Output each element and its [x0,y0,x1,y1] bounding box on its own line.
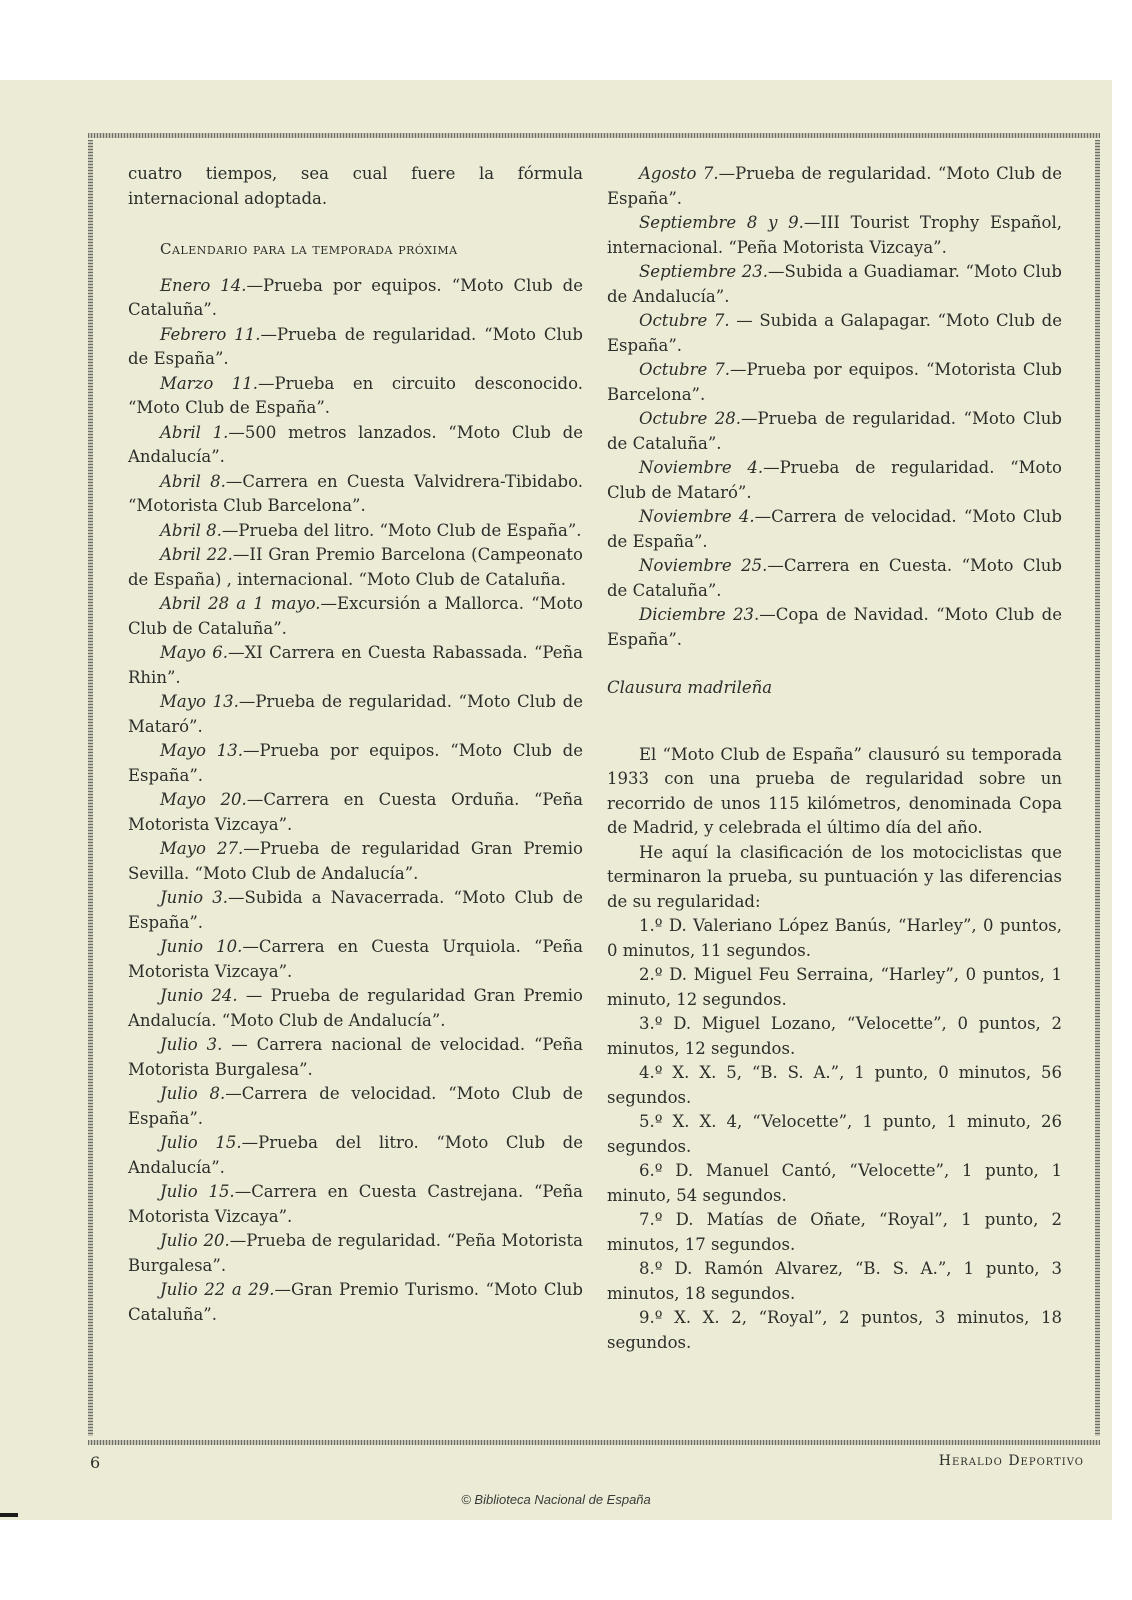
top-rule [88,133,1100,138]
entry-text: —II Gran Premio Barcelona (Campeonato de España) , internacional. “Moto Club de Cataluña. [128,545,583,589]
entry-text: —Prueba de regularidad. “Moto Club de España”. [607,164,1062,208]
calendar-entry [607,358,1062,407]
entry-date: Marzo 11. [160,373,259,393]
entry-date: Junio 3. [160,888,228,907]
calendar-entry [607,162,1062,211]
entry-date: Septiembre 8 y 9. [639,213,804,232]
entry-text: —Prueba de regularidad Gran Premio Sevilla. “Moto Club de Andalucía”. [128,839,583,883]
entry-text: —Excursión a Mallorca. “Moto Club de Cataluña”. [128,594,583,638]
bottom-rule [88,1440,1100,1445]
entry-date: Agosto 7. [639,164,719,183]
entry-date: Junio 10. [160,937,243,956]
entry-date: Julio 15. [160,1133,242,1152]
entry-text: —Prueba de regularidad. “Moto Club de Mataró”. [607,458,1062,502]
entry-date: Abril 8. [160,471,226,491]
right-rule [1095,140,1100,1436]
scan-mark [0,1513,18,1517]
entry-text: —Prueba en circuito desconocido. “Moto Club de España”. [128,373,583,417]
calendar-entry [607,309,1062,358]
result-row: 8.º D. Ramón Alvarez, “B. S. A.”, 1 punto, 3 minutos, 18 segundos. [607,1259,1062,1303]
entry-date: Abril 22. [160,545,233,564]
calendar-entry [128,935,583,984]
entry-date: Mayo 27. [160,839,244,858]
entry-date: Enero 14. [160,275,247,295]
entry-date: Julio 22 a 29. [160,1280,275,1299]
calendar-entry [607,407,1062,456]
calendar-entry [128,837,583,886]
entry-date: Octubre 28. [639,409,742,428]
entry-date: Noviembre 25. [639,556,768,575]
calendar-entry [607,505,1062,554]
entry-text: —III Tourist Trophy Español, internacional. “Peña Motorista Vizcaya”. [607,213,1062,257]
result-row: 3.º D. Miguel Lozano, “Velocette”, 0 puntos, 2 minutos, 12 segundos. [607,1014,1062,1058]
left-rule [88,140,93,1436]
calendar-entry [128,519,583,544]
calendar-entry [128,1082,583,1131]
calendar-entry [128,641,583,690]
entry-date: Octubre 7. [639,360,730,379]
entry-text: — Subida a Galapagar. “Moto Club de España”. [607,311,1062,355]
entry-date: Septiembre 23. [639,262,769,281]
entry-text: —Prueba de regularidad. “Peña Motorista Burgalesa”. [128,1231,583,1275]
entry-text: —Copa de Navidad. “Moto Club de España”. [607,605,1062,649]
result-row: 9.º X. X. 2, “Royal”, 2 puntos, 3 minutos, 18 segundos. [607,1308,1062,1352]
left-column [128,162,583,1327]
calendar-entry [128,274,583,323]
entry-text: —500 metros lanzados. “Moto Club de Andalucía”. [128,422,583,466]
calendar-entry [607,260,1062,309]
entry-text: —Carrera en Cuesta Valvidrera-Tibidabo. “Motorista Club Barcelona”. [128,471,583,515]
entry-text: —Prueba por equipos. “Motorista Club Barcelona”. [607,360,1062,404]
calendar-entry [128,470,583,519]
calendar-entry [128,788,583,837]
entry-date: Mayo 20. [160,790,247,809]
entry-date: Diciembre 23. [639,605,760,624]
entry-text: — Prueba de regularidad Gran Premio Andalucía. “Moto Club de Andalucía”. [128,986,583,1030]
calendar-entry [128,1131,583,1180]
entry-date: Abril 1. [160,422,229,442]
result-row: 4.º X. X. 5, “B. S. A.”, 1 punto, 0 minutos, 56 segundos. [607,1063,1062,1107]
result-row: 6.º D. Manuel Cantó, “Velocette”, 1 punto, 1 minuto, 54 segundos. [607,1161,1062,1205]
calendar-entry [607,554,1062,603]
calendar-entry [128,323,583,372]
entry-date: Febrero 11. [160,324,261,344]
result-row: 7.º D. Matías de Oñate, “Royal”, 1 punto, 2 minutos, 17 segundos. [607,1210,1062,1254]
entry-date: Mayo 13. [160,741,243,760]
entry-text: — Carrera nacional de velocidad. “Peña Motorista Burgalesa”. [128,1035,583,1079]
entry-date: Julio 20. [160,1231,230,1250]
calendar-entry [607,211,1062,260]
entry-text: —Prueba del litro. “Moto Club de España”. [221,520,582,540]
entry-date: Abril 8. [160,520,222,540]
result-row: 2.º D. Miguel Feu Serraina, “Harley”, 0 puntos, 1 minuto, 12 segundos. [607,965,1062,1009]
entry-text: —Prueba por equipos. “Moto Club de Cataluña”. [128,275,583,319]
calendar-entry [128,1229,583,1278]
entry-text: —Subida a Navacerrada. “Moto Club de España”. [128,888,583,932]
entry-date: Mayo 6. [160,643,229,662]
page-number: 6 [90,1453,101,1472]
entry-text: —Gran Premio Turismo. “Moto Club Cataluña”. [128,1280,583,1324]
calendar-entry [128,372,583,421]
entry-date: Noviembre 4. [639,458,764,477]
classification-intro: He aquí la clasificación de los motociclistas que terminaron la prueba, su puntuación y las diferencias de su regularidad: [607,842,1062,911]
entry-text: —Carrera en Cuesta Urquiola. “Peña Motorista Vizcaya”. [128,937,583,981]
calendar-entry [128,1033,583,1082]
entry-date: Octubre 7. [639,311,730,330]
entry-text: —Carrera en Cuesta. “Moto Club de Cataluña”. [607,556,1062,600]
calendar-entry [128,592,583,641]
entry-text: —Prueba del litro. “Moto Club de Andalucía”. [128,1133,583,1177]
entry-date: Julio 15. [160,1182,235,1201]
entry-text: —XI Carrera en Cuesta Rabassada. “Peña Rhin”. [128,643,583,687]
calendar-entry [128,739,583,788]
entry-text: —Carrera de velocidad. “Moto Club de España”. [607,507,1062,551]
closing-paragraph: El “Moto Club de España” clausuró su temporada 1933 con una prueba de regularidad sobre un recorrido de unos 115 kilómetros, denominada Copa de Madrid, y celebrada el último día del año. [607,744,1062,837]
calendar-entry [128,421,583,470]
calendar-entry [607,456,1062,505]
calendar-list-right [607,162,1062,652]
section-subheading: Clausura madrileña [607,678,773,697]
result-row: 1.º D. Valeriano López Banús, “Harley”, 0 puntos, 0 minutos, 11 segundos. [607,916,1062,960]
calendar-entry [128,1180,583,1229]
calendar-entry [128,984,583,1033]
entry-text: —Carrera de velocidad. “Moto Club de España”. [128,1084,584,1128]
entry-text: —Carrera en Cuesta Castrejana. “Peña Motorista Vizcaya”. [128,1182,583,1226]
right-column [607,162,1062,1355]
entry-date: Junio 24. [160,986,238,1005]
calendar-list-left [128,274,583,1328]
calendar-entry [128,690,583,739]
continuation-text: cuatro tiempos, sea cual fuere la fórmula internacional adoptada. [128,164,583,208]
results-list [607,914,1062,1355]
calendar-entry [128,1278,583,1327]
entry-date: Julio 3. [160,1035,223,1054]
entry-text: —Prueba de regularidad. “Moto Club de España”. [128,324,583,368]
result-row: 5.º X. X. 4, “Velocette”, 1 punto, 1 minuto, 26 segundos. [607,1112,1062,1156]
magazine-title: Heraldo Deportivo [938,1453,1084,1469]
entry-date: Noviembre 4. [639,507,755,526]
calendar-entry [128,543,583,592]
calendar-entry [128,886,583,935]
entry-text: —Carrera en Cuesta Orduña. “Peña Motorista Vizcaya”. [128,790,583,834]
entry-date: Abril 28 a 1 mayo. [160,594,321,613]
entry-text: —Prueba por equipos. “Moto Club de España”. [128,741,583,785]
calendar-heading: Calendario para la temporada próxima [160,240,458,258]
entry-text: —Prueba de regularidad. “Moto Club de Mataró”. [128,692,583,736]
entry-date: Mayo 13. [160,692,239,711]
library-credit: © Biblioteca Nacional de España [461,1492,651,1507]
calendar-entry [607,603,1062,652]
entry-date: Julio 8. [160,1084,226,1103]
entry-text: —Prueba de regularidad. “Moto Club de Cataluña”. [607,409,1062,453]
entry-text: —Subida a Guadiamar. “Moto Club de Andalucía”. [607,262,1062,306]
